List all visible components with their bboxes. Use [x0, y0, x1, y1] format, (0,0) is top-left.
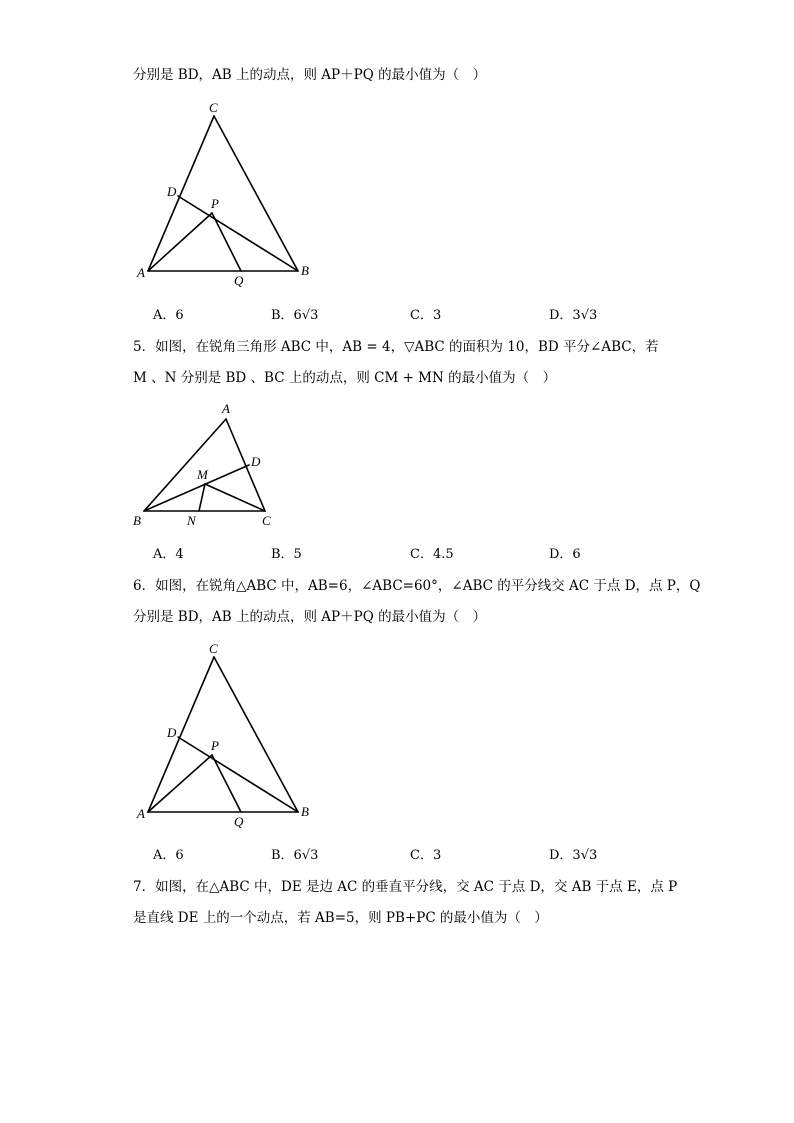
- q4-option-a[interactable]: A．6: [153, 308, 184, 323]
- q6-text-line-1: 6．如图，在锐角△ABC 中，AB=6，∠ABC=60°，∠ABC 的平分线交 AC 于点 D，点 P，Q: [133, 578, 701, 594]
- q5-option-d[interactable]: D．6: [549, 547, 581, 562]
- q4-label-c: C: [209, 100, 218, 115]
- q5-label-d: D: [251, 454, 261, 469]
- q7-text-line-2: 是直线 DE 上的一个动点，若 AB=5，则 PB+PC 的最小值为（ ）: [133, 910, 548, 926]
- q5-option-c[interactable]: C．4.5: [410, 547, 454, 562]
- q6-text-line-2: 分别是 BD，AB 上的动点，则 AP＋PQ 的最小值为（ ）: [133, 609, 487, 625]
- q6-segment-ap: [148, 755, 212, 812]
- q4-label-d: D: [167, 184, 177, 199]
- q5-option-a[interactable]: A．4: [153, 547, 184, 562]
- q6-segment-db: [178, 737, 298, 812]
- q6-label-a: A: [137, 806, 145, 821]
- q6-option-d[interactable]: D．3√3: [549, 848, 598, 863]
- q4-option-d[interactable]: D．3√3: [549, 308, 598, 323]
- q4-option-b[interactable]: B．6√3: [271, 308, 319, 323]
- q4-text-line: 分别是 BD，AB 上的动点，则 AP＋PQ 的最小值为（ ）: [133, 67, 487, 83]
- q5-text-line-2: M 、N 分别是 BD 、BC 上的动点，则 CM + MN 的最小值为（ ）: [133, 370, 557, 386]
- q6-label-q: Q: [234, 814, 244, 829]
- q6-option-c[interactable]: C．3: [410, 848, 442, 863]
- q5-text-line-1: 5．如图，在锐角三角形 ABC 中，AB = 4，▽ABC 的面积为 10，BD 平分∠ABC，若: [133, 339, 659, 355]
- q6-label-p: P: [211, 738, 219, 753]
- q5-label-m: M: [197, 467, 208, 482]
- q4-label-p: P: [211, 196, 219, 211]
- q5-option-b[interactable]: B．5: [271, 547, 302, 562]
- q6-segment-pq: [212, 755, 241, 812]
- q6-edge-ac: [148, 657, 214, 812]
- q4-label-b: B: [301, 263, 309, 278]
- q4-label-q: Q: [234, 273, 244, 288]
- q7-text-line-1: 7．如图，在△ABC 中，DE 是边 AC 的垂直平分线，交 AC 于点 D，交 AB 于点 E，点 P: [133, 879, 678, 895]
- q5-label-n: N: [187, 513, 196, 528]
- q4-option-c[interactable]: C．3: [410, 308, 442, 323]
- q6-label-b: B: [301, 804, 309, 819]
- q5-label-a: A: [222, 401, 230, 416]
- q6-option-a[interactable]: A．6: [153, 848, 184, 863]
- q6-option-b[interactable]: B．6√3: [271, 848, 319, 863]
- q5-label-c: C: [262, 513, 271, 528]
- q5-label-b: B: [133, 513, 141, 528]
- q6-edge-cb: [214, 657, 298, 812]
- q4-label-a: A: [137, 265, 145, 280]
- q6-label-c: C: [209, 641, 218, 656]
- q6-label-d: D: [167, 725, 177, 740]
